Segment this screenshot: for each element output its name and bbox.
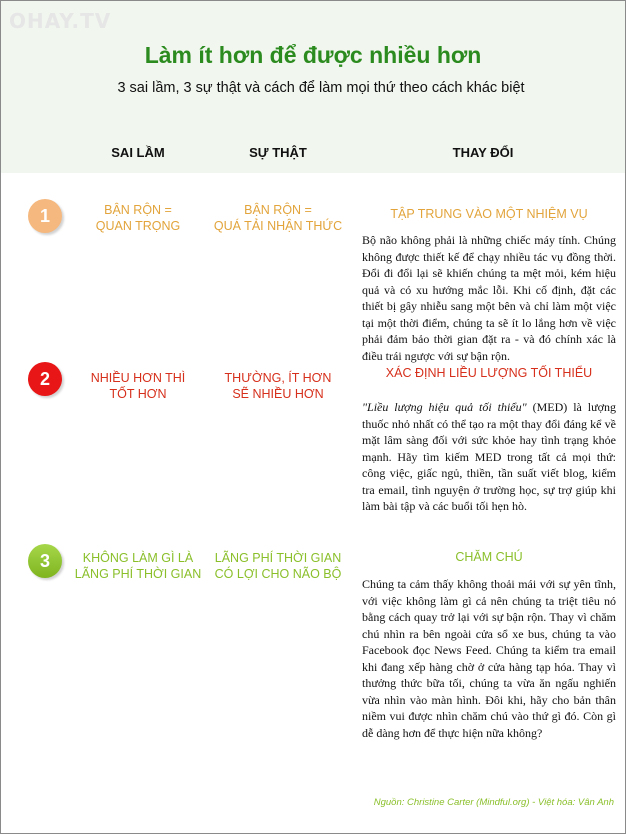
number-badge-1: 1 xyxy=(28,199,62,233)
mistake-3-line2: LÃNG PHÍ THỜI GIAN xyxy=(74,567,202,581)
column-header-mistake: SAI LẦM xyxy=(111,145,165,160)
truth-3-line2: CÓ LỢI CHO NÃO BỘ xyxy=(214,567,342,581)
change-title-1: TẬP TRUNG VÀO MỘT NHIỆM VỤ xyxy=(390,207,588,221)
page-subtitle: 3 sai lầm, 3 sự thật và cách để làm mọi thứ theo cách khác biệt xyxy=(117,80,525,96)
mistake-1-line2: QUAN TRỌNG xyxy=(95,219,181,233)
mistake-2-line2: TỐT HƠN xyxy=(109,387,167,401)
truth-2-line1: THƯỜNG, ÍT HƠN xyxy=(224,371,332,385)
mistake-2 xyxy=(80,370,196,402)
change-body-2 xyxy=(362,399,616,515)
truth-1-line1: BẬN RỘN = xyxy=(244,203,312,217)
number-badge-2: 2 xyxy=(28,362,62,396)
truth-1 xyxy=(208,202,348,234)
change-body-3: Chúng ta cảm thấy không thoải mái với sự yên tĩnh, với việc không làm gì cả nên chúng ta triệt tiêu nó bằng cách quay trở lại với sự bận rộn. Thay vì chăm chú nhìn ra bên ngoài cửa sổ xe bus, chúng ta vào Facebook đọc News Feed. Chúng ta kiểm tra email khi đang xếp hàng chờ ở cửa hàng tạp hóa. Thay vì thưởng thức bữa tối, chúng ta vừa ăn ngấu nghiến vừa nhìn vào màn hình. Đôi khi, hãy cho bản thân niềm vui được nhìn chăm chú vào thứ gì đó. Còn gì dễ dàng hơn để thực hiện nữa không? xyxy=(362,577,616,740)
mistake-1-line1: BẬN RỘN = xyxy=(104,203,172,217)
column-header-change: THAY ĐỔI xyxy=(452,145,514,160)
number-badge-3: 3 xyxy=(28,544,62,578)
mistake-1 xyxy=(80,202,196,234)
truth-2 xyxy=(208,370,348,402)
watermark-logo: OHAY.TV xyxy=(9,9,112,33)
truth-3 xyxy=(208,550,348,582)
mistake-3-line1: KHÔNG LÀM GÌ LÀ xyxy=(82,551,194,565)
truth-2-line2: SẼ NHIỀU HƠN xyxy=(232,387,324,401)
truth-1-line2: QUÁ TẢI NHẬN THỨC xyxy=(213,219,343,233)
change-title-2: XÁC ĐỊNH LIỀU LƯỢNG TỐI THIỂU xyxy=(385,366,593,380)
change-title-3: CHĂM CHÚ xyxy=(455,550,523,564)
truth-3-line1: LÃNG PHÍ THỜI GIAN xyxy=(214,551,342,565)
page-title: Làm ít hơn để được nhiều hơn xyxy=(144,42,482,68)
change-body-1: Bộ não không phải là những chiếc máy tính. Chúng không được thiết kế để chạy nhiều tác vụ đồng thời. Đổi đi đổi lại sẽ khiến chúng ta mệt mỏi, kém hiệu quả và có xu hướng mắc lỗi. Khi cố định, đặt các thiết bị gây nhiễu sang một bên và chỉ làm một việc tại một thời điểm, chúng ta sẽ ít lo lắng hơn về việc phải đảm bảo thời gian đặt ra - và đó chính xác là điều trái ngược với sự bận rộn. xyxy=(362,233,616,363)
change-body-2-text: (MED) là lượng thuốc nhỏ nhất có thể tạo ra một thay đổi đáng kể về mặt lâm sàng đối với sức khỏe hay tình trạng khỏe mạnh. Hãy tìm kiếm MED trong tất cả mọi thứ: công việc, giấc ngủ, thiền, tần suất viết blog, kiểm tra email, tình nguyện ở trường học, sự trợ giúp khi làm bài tập và các buổi tối hẹn hò. xyxy=(362,400,616,513)
mistake-3 xyxy=(72,550,204,582)
column-header-truth: SỰ THẬT xyxy=(249,145,307,160)
mistake-2-line1: NHIỀU HƠN THÌ xyxy=(90,371,186,385)
med-quote: "Liều lượng hiệu quả tối thiểu" xyxy=(362,400,527,414)
source-credit: Nguồn: Christine Carter (Mindful.org) - Việt hóa: Vân Anh xyxy=(373,797,614,808)
